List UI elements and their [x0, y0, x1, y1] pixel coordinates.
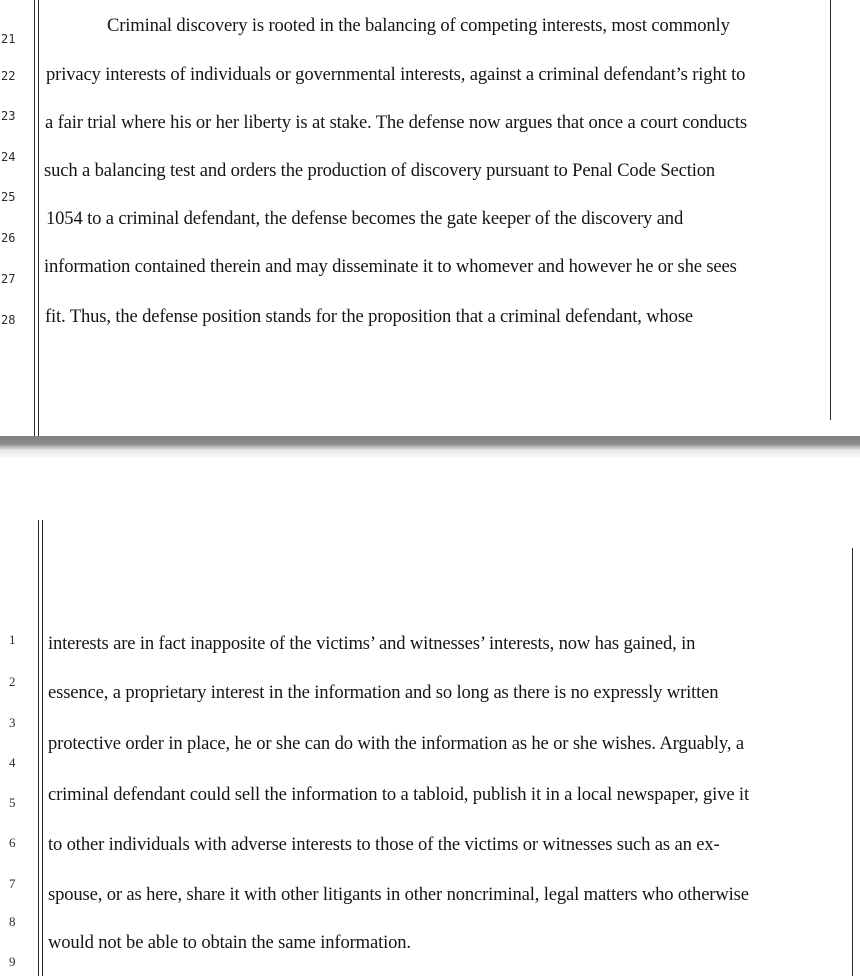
- line-number: 6: [9, 835, 16, 850]
- document-page-bottom: [0, 458, 860, 976]
- line-number: 28: [1, 313, 16, 327]
- line-number: 5: [9, 795, 16, 810]
- text-line: protective order in place, he or she can do with the information as he or she wishes. Arguably, a: [48, 733, 744, 754]
- text-line: essence, a proprietary interest in the information and so long as there is no expressly written: [48, 682, 719, 703]
- line-number: 27: [1, 272, 16, 286]
- line-number: 3: [9, 715, 16, 730]
- text-line: interests are in fact inapposite of the victims’ and witnesses’ interests, now has gained, in: [48, 633, 696, 654]
- line-number: 7: [9, 876, 16, 891]
- text-line: would not be able to obtain the same information.: [48, 932, 411, 953]
- line-number: 24: [1, 150, 16, 164]
- line-number: 2: [9, 674, 16, 689]
- right-margin-rule: [830, 0, 831, 420]
- text-line: Criminal discovery is rooted in the balancing of competing interests, most commonly: [107, 15, 730, 36]
- left-margin-rule: [42, 520, 43, 976]
- line-number: 23: [1, 109, 16, 123]
- text-line: information contained therein and may disseminate it to whomever and however he or she sees: [44, 256, 737, 277]
- document-page-top: [0, 0, 860, 436]
- line-number: 25: [1, 190, 16, 204]
- right-margin-rule: [852, 548, 853, 976]
- text-line: to other individuals with adverse interests to those of the victims or witnesses such as an ex-: [48, 834, 720, 855]
- text-line: 1054 to a criminal defendant, the defense becomes the gate keeper of the discovery and: [46, 208, 684, 229]
- text-line: spouse, or as here, share it with other litigants in other noncriminal, legal matters who otherwise: [48, 884, 749, 905]
- text-line: such a balancing test and orders the production of discovery pursuant to Penal Code Section: [44, 160, 716, 181]
- text-line: fit. Thus, the defense position stands for the proposition that a criminal defendant, whose: [45, 306, 694, 327]
- line-number: 22: [1, 69, 16, 83]
- line-number: 8: [9, 914, 16, 929]
- left-margin-rule: [38, 0, 39, 436]
- line-number: 1: [9, 632, 16, 647]
- page-separator: [0, 436, 860, 458]
- line-number: 21: [1, 32, 16, 46]
- line-number: 4: [9, 755, 16, 770]
- line-number: 9: [9, 954, 16, 969]
- text-line: criminal defendant could sell the information to a tabloid, publish it in a local newspaper, give it: [48, 784, 749, 805]
- text-line: a fair trial where his or her liberty is at stake. The defense now argues that once a court conducts: [45, 112, 747, 133]
- line-number: 26: [1, 231, 16, 245]
- left-margin-rule: [34, 0, 35, 436]
- left-margin-rule: [38, 520, 39, 976]
- text-line: privacy interests of individuals or governmental interests, against a criminal defendant’s right to: [46, 64, 746, 85]
